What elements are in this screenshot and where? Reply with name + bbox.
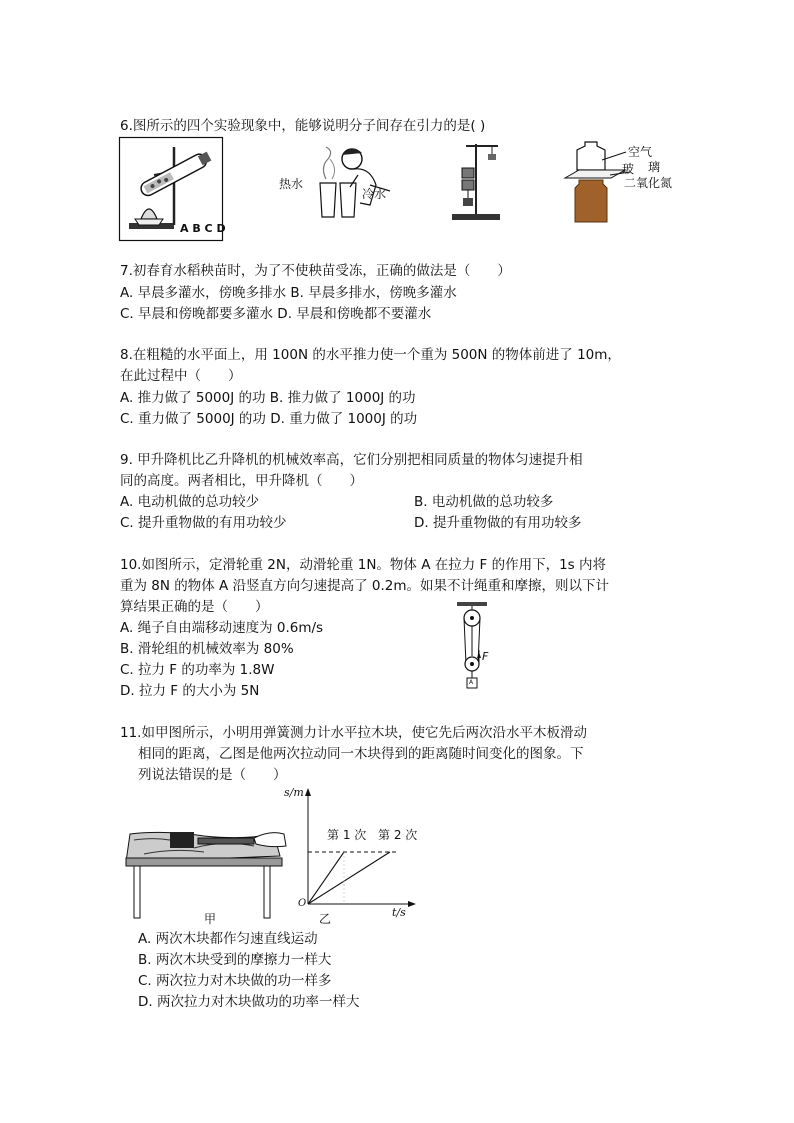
q11-jia-label: 甲: [204, 912, 217, 926]
q9-option-c: C. 提升重物做的有用功较少: [120, 515, 287, 531]
q6-glass-2: 璃: [648, 160, 661, 174]
q7-line2: C. 早晨和傍晚都要多灌水 D. 早晨和傍晚都不要灌水: [120, 306, 432, 322]
q11-yi-graph: [298, 788, 416, 914]
q9-option-a: A. 电动机做的总功较少: [120, 494, 260, 510]
q6-fig-label: A B C D: [180, 222, 226, 235]
q11-origin: O: [298, 898, 307, 909]
q11-line-second: [308, 852, 390, 904]
q8-line2: C. 重力做了 5000J 的功 D. 重力做了 1000J 的功: [120, 411, 418, 427]
q11-yi-label: 乙: [319, 912, 332, 926]
q10-a-label: A: [469, 679, 474, 686]
q8-line1: A. 推力做了 5000J 的功 B. 推力做了 1000J 的功: [120, 390, 416, 406]
q10-stem-3: 算结果正确的是（ ）: [120, 599, 269, 615]
q9-option-b: B. 电动机做的总功较多: [414, 494, 554, 510]
q11-first-label: 第 1 次: [327, 828, 367, 842]
q10-option-c: C. 拉力 F 的功率为 1.8W: [120, 662, 275, 678]
q11-line-first: [308, 852, 344, 904]
q9-option-d: D. 提升重物做的有用功较多: [414, 515, 582, 531]
q8-stem-1: 8.在粗糙的水平面上，用 100N 的水平推力使一个重为 500N 的物体前进了 10m，: [120, 347, 621, 363]
q10-stem-2: 重为 8N 的物体 A 沿竖直方向匀速提高了 0.2m。如果不计绳重和摩擦，则以下计: [120, 578, 609, 594]
q11-second-label: 第 2 次: [378, 828, 418, 842]
q11-stem-2: 相同的距离，乙图是他两次拉动同一木块得到的距离随时间变化的图象。下: [138, 746, 584, 762]
q11-option-c: C. 两次拉力对木块做的功一样多: [138, 973, 332, 989]
q6-hot-water: 热水: [279, 177, 304, 191]
q6-figure-b: [310, 145, 410, 220]
q10-f-label: F: [482, 650, 489, 663]
q11-stem-1: 11.如甲图所示，小明用弹簧测力计水平拉木块，使它先后两次沿水平木板滑动: [120, 725, 587, 741]
q11-option-a: A. 两次木块都作匀速直线运动: [138, 931, 318, 947]
q6-glass-1: 玻: [622, 162, 635, 176]
q9-stem-1: 9. 甲升降机比乙升降机的机械效率高，它们分别把相同质量的物体匀速提升相: [120, 452, 583, 468]
q11-stem-3: 列说法错误的是（ ）: [138, 767, 287, 783]
q9-stem-2: 同的高度。两者相比，甲升降机（ ）: [120, 473, 363, 489]
q11-option-d: D. 两次拉力对木块做功的功率一样大: [138, 994, 360, 1010]
q6-no2: 二氧化氮: [624, 176, 673, 190]
q7-stem: 7.初春育水稻秧苗时，为了不使秧苗受冻，正确的做法是（ ）: [120, 263, 511, 279]
q8-stem-2: 在此过程中（ ）: [120, 368, 242, 384]
q6-air: 空气: [628, 145, 653, 159]
q6-stem: 6.图所示的四个实验现象中，能够说明分子间存在引力的是( ): [120, 118, 486, 134]
q11-jia-figure: [124, 826, 289, 918]
q10-option-a: A. 绳子自由端移动速度为 0.6m/s: [120, 620, 324, 636]
q11-axis-x: t/s: [392, 906, 406, 919]
q6-figure-c: [448, 140, 508, 222]
q10-stem-1: 10.如图所示，定滑轮重 2N，动滑轮重 1N。物体 A 在拉力 F 的作用下，1s 内将: [120, 557, 607, 573]
q11-option-b: B. 两次木块受到的摩擦力一样大: [138, 952, 332, 968]
q10-option-b: B. 滑轮组的机械效率为 80%: [120, 641, 294, 657]
q11-axis-y: s/m: [284, 786, 304, 799]
q10-option-d: D. 拉力 F 的大小为 5N: [120, 683, 260, 699]
q10-pulley-figure: [455, 602, 495, 692]
q6-cold-water: 冷水: [362, 187, 387, 201]
q7-line1: A. 早晨多灌水，傍晚多排水 B. 早晨多排水，傍晚多灌水: [120, 285, 457, 301]
